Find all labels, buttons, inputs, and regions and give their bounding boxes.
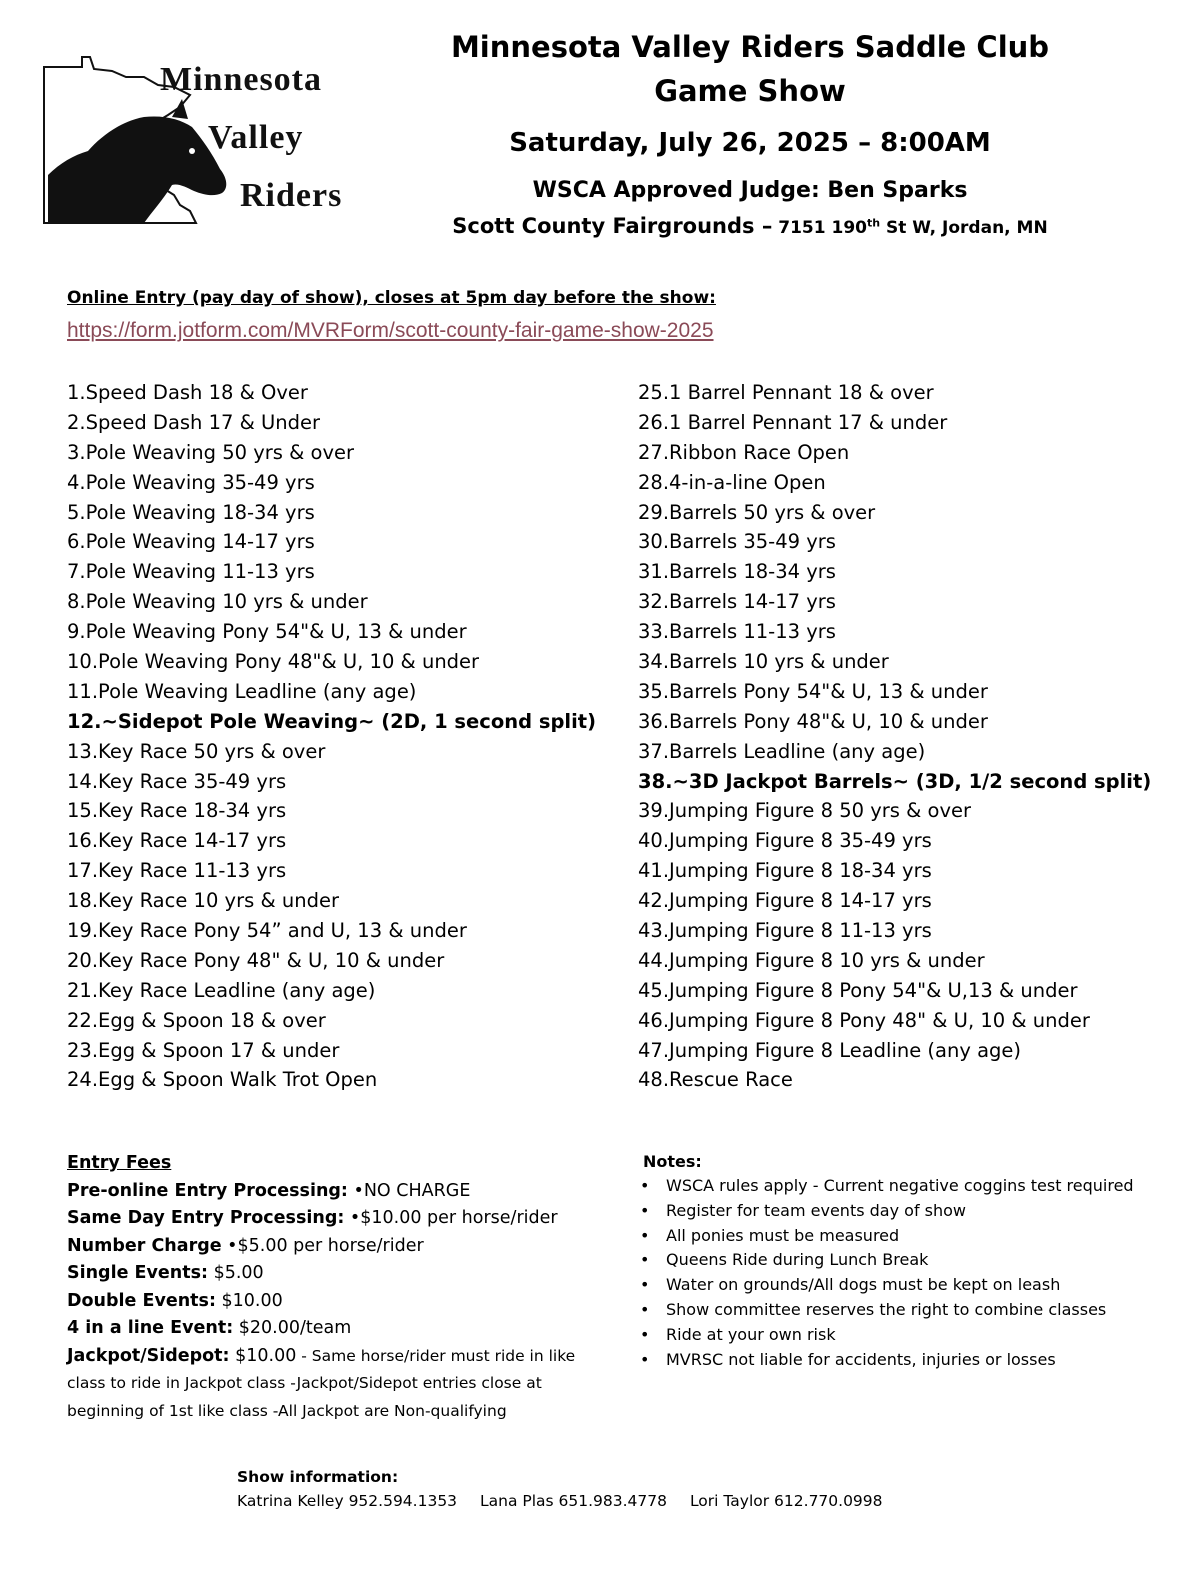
note-item xyxy=(640,1174,1180,1199)
event-date: Saturday, July 26, 2025 – 8:00AM xyxy=(509,128,991,158)
note-text: Show committee reserves the right to combine classes xyxy=(666,1299,1107,1319)
event-list-left xyxy=(67,378,596,1095)
event-item: 25.1 Barrel Pennant 18 & over xyxy=(638,381,934,404)
event-item: 3.Pole Weaving 50 yrs & over xyxy=(67,440,355,464)
event-item: 42.Jumping Figure 8 14-17 yrs xyxy=(638,889,932,913)
event-item: 23.Egg & Spoon 17 & under xyxy=(67,1038,340,1062)
event-item: 32.Barrels 14-17 yrs xyxy=(638,590,836,614)
event-item: 20.Key Race Pony 48" & U, 10 & under xyxy=(67,948,445,972)
contact-2: Lana Plas 651.983.4778 xyxy=(479,1492,667,1510)
note-item xyxy=(640,1199,1180,1224)
event-item: 48.Rescue Race xyxy=(638,1068,793,1092)
event-item: 44.Jumping Figure 8 10 yrs & under xyxy=(638,948,985,972)
event-item: 34.Barrels 10 yrs & under xyxy=(638,650,889,674)
logo-word-3: Riders xyxy=(240,177,343,214)
event-item: 47.Jumping Figure 8 Leadline (any age) xyxy=(638,1038,1022,1062)
event-item: 18.Key Race 10 yrs & under xyxy=(67,889,339,913)
note-text: Ride at your own risk xyxy=(666,1324,836,1344)
note-text: Water on grounds/All dogs must be kept on leash xyxy=(666,1275,1061,1295)
event-item: 30.Barrels 35-49 yrs xyxy=(638,530,836,554)
event-item: 26.1 Barrel Pennant 17 & under xyxy=(638,410,948,434)
note-item xyxy=(640,1348,1180,1373)
event-item: 5.Pole Weaving 18-34 yrs xyxy=(67,500,315,524)
event-item: 9.Pole Weaving Pony 54"& U, 13 & under xyxy=(67,620,467,644)
venue-name: Scott County Fairgrounds – xyxy=(452,214,773,238)
event-item: 27.Ribbon Race Open xyxy=(638,440,850,464)
logo-word-1: Minnesota xyxy=(160,61,322,98)
judge-line: WSCA Approved Judge: Ben Sparks xyxy=(532,178,968,203)
note-text: Register for team events day of show xyxy=(666,1200,967,1220)
event-item: 36.Barrels Pony 48"& U, 10 & under xyxy=(638,709,988,733)
event-item: 4.Pole Weaving 35-49 yrs xyxy=(67,470,315,494)
bullet-icon: • xyxy=(640,1349,650,1369)
online-entry-heading: Online Entry (pay day of show), closes at 5pm day before the show: xyxy=(67,288,716,308)
event-item: 41.Jumping Figure 8 18-34 yrs xyxy=(638,859,932,883)
fee-same-day: Same Day Entry Processing: •$10.00 per horse/rider xyxy=(67,1208,558,1228)
event-item: 8.Pole Weaving 10 yrs & under xyxy=(67,590,368,614)
event-item: 40.Jumping Figure 8 35-49 yrs xyxy=(638,829,932,853)
event-item: 17.Key Race 11-13 yrs xyxy=(67,859,287,883)
event-item: 29.Barrels 50 yrs & over xyxy=(638,500,876,524)
note-item xyxy=(640,1273,1180,1298)
show-info-contacts xyxy=(237,1489,901,1513)
event-item: 31.Barrels 18-34 yrs xyxy=(638,560,836,584)
bullet-icon: • xyxy=(640,1225,650,1245)
club-logo xyxy=(40,55,420,230)
event-item: 6.Pole Weaving 14-17 yrs xyxy=(67,530,315,554)
bullet-icon: • xyxy=(640,1176,650,1195)
event-item: 1.Speed Dash 18 & Over xyxy=(67,381,308,404)
fee-pre-online: Pre-online Entry Processing: •NO CHARGE xyxy=(67,1180,471,1201)
bullet-icon: • xyxy=(640,1299,650,1319)
contact-3: Lori Taylor 612.770.0998 xyxy=(689,1492,883,1510)
note-text: Queens Ride during Lunch Break xyxy=(666,1250,929,1270)
event-item: 46.Jumping Figure 8 Pony 48" & U, 10 & under xyxy=(638,1008,1090,1032)
event-item: 10.Pole Weaving Pony 48"& U, 10 & under xyxy=(67,650,480,674)
logo-word-2: Valley xyxy=(208,119,304,156)
event-item: 21.Key Race Leadline (any age) xyxy=(67,978,376,1002)
event-item: 2.Speed Dash 17 & Under xyxy=(67,410,321,434)
event-item: 45.Jumping Figure 8 Pony 54"& U,13 & under xyxy=(638,978,1078,1002)
fee-double-events: Double Events: $10.00 xyxy=(67,1290,283,1311)
event-item: 19.Key Race Pony 54” and U, 13 & under xyxy=(67,919,467,943)
note-text: All ponies must be measured xyxy=(666,1225,900,1245)
fee-number-charge: Number Charge •$5.00 per horse/rider xyxy=(67,1235,424,1256)
page-subtitle: Game Show xyxy=(654,74,846,108)
event-item: 22.Egg & Spoon 18 & over xyxy=(67,1008,326,1032)
page-title: Minnesota Valley Riders Saddle Club xyxy=(450,30,1050,64)
event-item: 37.Barrels Leadline (any age) xyxy=(638,739,926,763)
event-item: 13.Key Race 50 yrs & over xyxy=(67,739,326,763)
notes-list xyxy=(640,1174,1180,1372)
event-item: 39.Jumping Figure 8 50 yrs & over xyxy=(638,799,972,823)
bullet-icon: • xyxy=(640,1324,650,1344)
bullet-icon: • xyxy=(640,1250,650,1270)
event-item: 28.4-in-a-line Open xyxy=(638,470,826,494)
jackpot-note: - Same horse/rider must ride in like class to ride in Jackpot class -Jackpot/Sidepot entries close at beginning of 1st like class -All Jackpot are Non-qualifying xyxy=(67,1346,576,1420)
note-text: WSCA rules apply - Current negative coggins test required xyxy=(666,1176,1134,1195)
note-item xyxy=(640,1248,1180,1273)
show-information xyxy=(237,1465,901,1513)
event-item: 38.~3D Jackpot Barrels~ (3D, 1/2 second split) xyxy=(638,769,1152,793)
fee-jackpot: Jackpot/Sidepot: $10.00 - Same horse/rider must ride in like class to ride in Jackpot class -Jackpot/Sidepot entries close at beginning of 1st like class -All Jackpot are Non-qualifying xyxy=(67,1345,576,1420)
venue-address: 7151 190th St W, Jordan, MN xyxy=(772,216,1048,238)
entry-fees xyxy=(67,1150,587,1425)
event-item: 43.Jumping Figure 8 11-13 yrs xyxy=(638,919,932,943)
event-item: 7.Pole Weaving 11-13 yrs xyxy=(67,560,315,584)
event-item: 15.Key Race 18-34 yrs xyxy=(67,799,287,823)
show-info-heading: Show information: xyxy=(237,1468,399,1486)
event-item: 16.Key Race 14-17 yrs xyxy=(67,829,287,853)
note-text: MVRSC not liable for accidents, injuries or losses xyxy=(666,1349,1056,1369)
fee-single-events: Single Events: $5.00 xyxy=(67,1263,264,1283)
note-item xyxy=(640,1224,1180,1249)
event-list-right xyxy=(638,378,1151,1095)
notes-heading: Notes: xyxy=(643,1152,702,1171)
bullet-icon: • xyxy=(640,1200,650,1220)
venue-line xyxy=(400,214,1100,238)
entry-fees-heading: Entry Fees xyxy=(67,1153,172,1173)
bullet-icon: • xyxy=(640,1275,650,1295)
note-item xyxy=(640,1323,1180,1348)
event-item: 14.Key Race 35-49 yrs xyxy=(67,769,287,793)
event-item: 33.Barrels 11-13 yrs xyxy=(638,620,836,644)
online-entry-link[interactable]: https://form.jotform.com/MVRForm/scott-county-fair-game-show-2025 xyxy=(67,319,714,342)
event-item: 24.Egg & Spoon Walk Trot Open xyxy=(67,1068,378,1092)
event-item: 11.Pole Weaving Leadline (any age) xyxy=(67,679,417,703)
contact-1: Katrina Kelley 952.594.1353 xyxy=(237,1492,458,1510)
event-item: 35.Barrels Pony 54"& U, 13 & under xyxy=(638,679,988,703)
fee-4-in-a-line: 4 in a line Event: $20.00/team xyxy=(67,1318,352,1338)
event-item: 12.~Sidepot Pole Weaving~ (2D, 1 second split) xyxy=(67,709,597,733)
notes-section xyxy=(640,1150,1180,1372)
note-item xyxy=(640,1298,1180,1323)
